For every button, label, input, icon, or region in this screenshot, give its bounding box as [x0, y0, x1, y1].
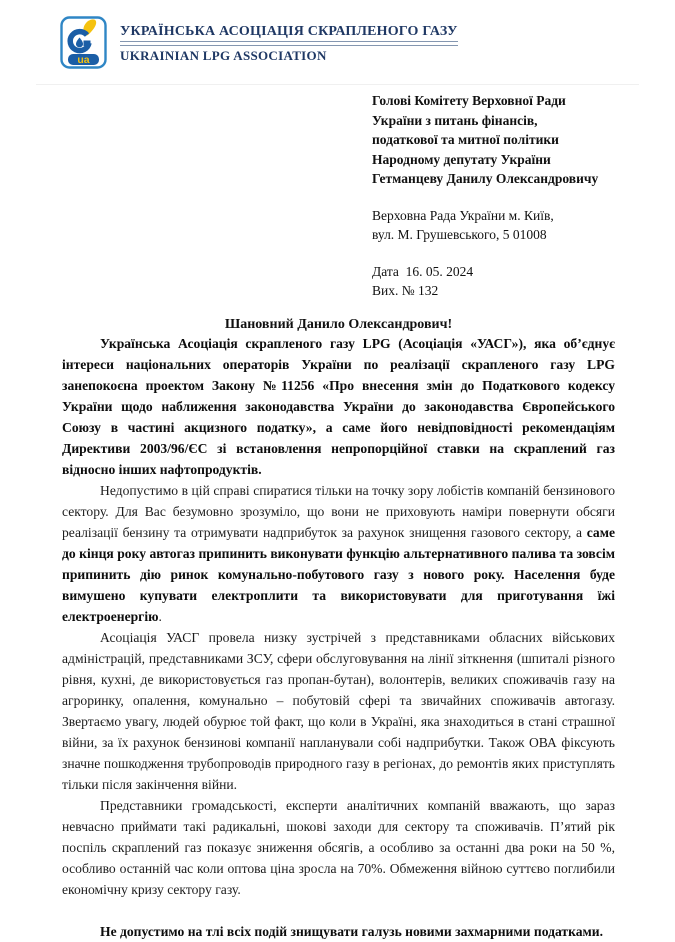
- text-line: України з питань фінансів,: [372, 112, 538, 128]
- text-segment: .: [158, 608, 162, 624]
- salutation: Шановний Данило Олександрович!: [224, 316, 453, 332]
- address-block: [372, 206, 615, 245]
- recipient-column: [372, 91, 615, 301]
- meta-block: [372, 262, 615, 301]
- letter-body: [62, 333, 615, 942]
- text-segment: Асоціація УАСГ провела низку зустрічей з представниками обласних військових адміністрацій, представниками ЗСУ, сфери обслуговування на лінії зіткнення (шпиталі різного рівня, кухні, де використовується газ пропан-бутан), волонтерів, великих споживачів газу на агроринку, опалення, комунально – побутовій сфері та звичайних споживачів автогазу. Звертаємо увагу, людей обурює той факт, що коли в Україні, яка знаходиться в стані страшної війни, за їх рахунок бензинові компанії напланували собі надприбутки. Також ОВА фіксують значне пошкодження трубопроводів природного газу в регіонах, до ремонтів яких приступлять тільки після закінчення війни.: [62, 629, 615, 792]
- text-line: податкової та митної політики: [372, 132, 559, 147]
- paragraph: [62, 627, 615, 795]
- text-line: Верховна Рада України м. Київ,: [372, 207, 554, 223]
- association-logo: [60, 16, 107, 74]
- org-name-ukrainian: УКРАЇНСЬКА АСОЦІАЦІЯ СКРАПЛЕНОГО ГАЗУ: [120, 24, 458, 39]
- text-line: Народному депутату України: [372, 151, 551, 167]
- reference-number-line: Вих. № 132: [372, 283, 439, 298]
- text-segment: Недопустимо в цій справі спиратися тільки на точку зору лобістів компаній бензинового сектору. Для Вас безумовно зрозуміло, що вони не приховують наміри повернути обсяги реалізації бензину та отримувати надприбуток за рахунок знищення газового сектору, а: [62, 482, 615, 540]
- paragraph: [62, 921, 615, 942]
- org-name-english: UKRAINIAN LPG ASSOCIATION: [120, 48, 327, 63]
- text-line: Голові Комітету Верховної Ради: [372, 93, 566, 108]
- recipient-block: [372, 91, 615, 189]
- org-names: [120, 24, 458, 64]
- letterhead: [36, 0, 639, 85]
- text-line: Гетманцеву Данилу Олександровичу: [372, 171, 599, 186]
- date-line: Дата 16. 05. 2024: [372, 263, 474, 279]
- text-line: вул. М. Грушевського, 5 01008: [372, 227, 547, 242]
- paragraph: [62, 333, 615, 480]
- bold-text-segment: Українська Асоціація скрапленого газу LPG (Асоціація «УАСГ»), яка об’єднує інтереси національних операторів України по реалізації скрапленого газу LPG занепокоєна проектом Закону №11256 «Про внесення змін до Податкового кодексу України щодо наближення законодавства України до законодавства Європейського Союзу в частині акцизного податку», а саме його невідповідності рекомендаціям Директиви 2003/96/ЄС зі встановлення непропорційної ставки на скраплений газ відносно інших нафтопродуктів.: [62, 335, 615, 477]
- lpg-logo-icon: [60, 16, 107, 69]
- paragraph: [62, 480, 615, 627]
- paragraph: [62, 795, 615, 900]
- org-divider-line: [120, 41, 458, 46]
- svg-text:ua: ua: [77, 54, 90, 66]
- bold-text-segment: саме до кінця року автогаз припинить виконувати функцію альтернативного палива та зовсім припинить дію ринок комунально-побутового газу з нового року. Населення буде вимушено купувати електроплити та використовувати для приготування їжі електроенергію: [62, 524, 615, 624]
- text-segment: Представники громадськості, експерти аналітичних компаній вважають, що зараз невчасно приймати такі радикальні, шокові заходи для сектору та споживачів. П’ятий рік поспіль скраплений газ показує зниження обсягів, а особливо за останні два роки на 50 %, особливо останній час коли оптова ціна зросла на 70%. Обмеження війною суттєво поглибили економічну кризу сектору газу.: [62, 797, 615, 897]
- bold-text-segment: Не допустимо на тлі всіх подій знищувати галузь новими захмарними податками.: [100, 923, 604, 939]
